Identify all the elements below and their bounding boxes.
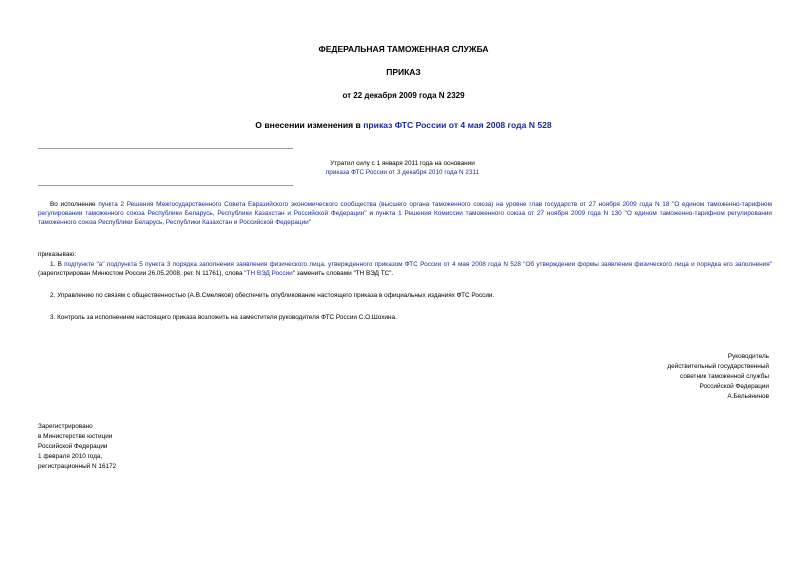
signature-line-1: Руководитель [727,353,769,360]
document-title [0,121,807,130]
expired-note [230,159,575,177]
registration-line-1: Зарегистрировано [38,423,93,430]
registration-line-5: регистрационный N 16172 [38,463,117,470]
preamble-paragraph [38,200,772,227]
title-link[interactable]: приказ ФТС России от 4 мая 2008 года N 528 [363,120,552,130]
signature-block [667,352,769,402]
agency-heading: ФЕДЕРАЛЬНАЯ ТАМОЖЕННАЯ СЛУЖБА [318,44,489,54]
expired-text: Утратил силу с 1 января 2011 года на основании [330,160,475,167]
item-1-link-2[interactable]: ТН ВЭД России [246,270,293,277]
registration-line-3: Российской Федерации [38,443,108,450]
bottom-divider [38,185,293,186]
preamble-text-2: и [366,210,376,217]
item-1 [38,260,772,278]
item-3: 3. Контроль за исполнением настоящего приказа возложить на заместителя руководителя ФТС России С.О.Шохина. [50,314,397,321]
registration-line-2: в Министерстве юстиции [38,433,113,440]
expired-link[interactable]: приказа ФТС России от 3 декабря 2010 года N 2311 [325,169,480,176]
item-1-text-b: (зарегистрирован Минюстом России 26.05.2008, рег. N 11761), слова " [38,270,247,277]
item-2: 2. Управлению по связям с общественностью (А.В.Смеляков) обеспечить опубликование настоящего приказа в официальных изданиях ФТС России. [50,292,495,299]
item-1-text-a: 1. В [50,261,65,268]
signature-line-4: Российской Федерации [699,383,769,390]
preamble-link-1[interactable]: пункта 2 Решения Межгосударственного Совета Евразийского экономического сообщества (высшего органа таможенного союза) на уровне глав государств от 27 ноября 2009 года N 18 "О едином таможенно-тарифном регулировании таможенного союза Республики Беларусь, Республики Казахстан и Российской Федерации" [38,201,772,217]
preamble-link-2[interactable]: пункта 1 Решения Комиссии таможенного союза от 27 ноября 2009 года N 130 "О едином таможенно-тарифном регулировании таможенного союза Республики Беларусь, Республики Казахстан и Российской Федерации" [38,210,772,226]
top-divider [38,148,293,149]
signature-line-3: советник таможенной службы [680,373,769,380]
doc-type-heading: ПРИКАЗ [386,67,421,77]
preamble-text-1: Во исполнение [50,201,99,208]
date-number-heading: от 22 декабря 2009 года N 2329 [342,91,465,100]
order-word: приказываю: [38,251,76,258]
registration-line-4: 1 февраля 2010 года, [38,453,103,460]
title-prefix: О внесении изменения в [255,120,364,130]
registration-block [38,422,116,472]
signature-line-2: действительный государственный [667,363,769,370]
item-1-text-c: " заменить словами "ТН ВЭД ТС". [292,270,394,277]
item-1-link-1[interactable]: подпункте "а" подпункта 5 пункта 3 порядка заполнения заявления физического лица, утвержденного приказом ФТС России от 4 мая 2008 года N 528 "Об утверждении формы заявления физического лица и порядка его заполнения" [64,261,772,268]
signature-line-5: А.Бельянинов [727,393,769,400]
